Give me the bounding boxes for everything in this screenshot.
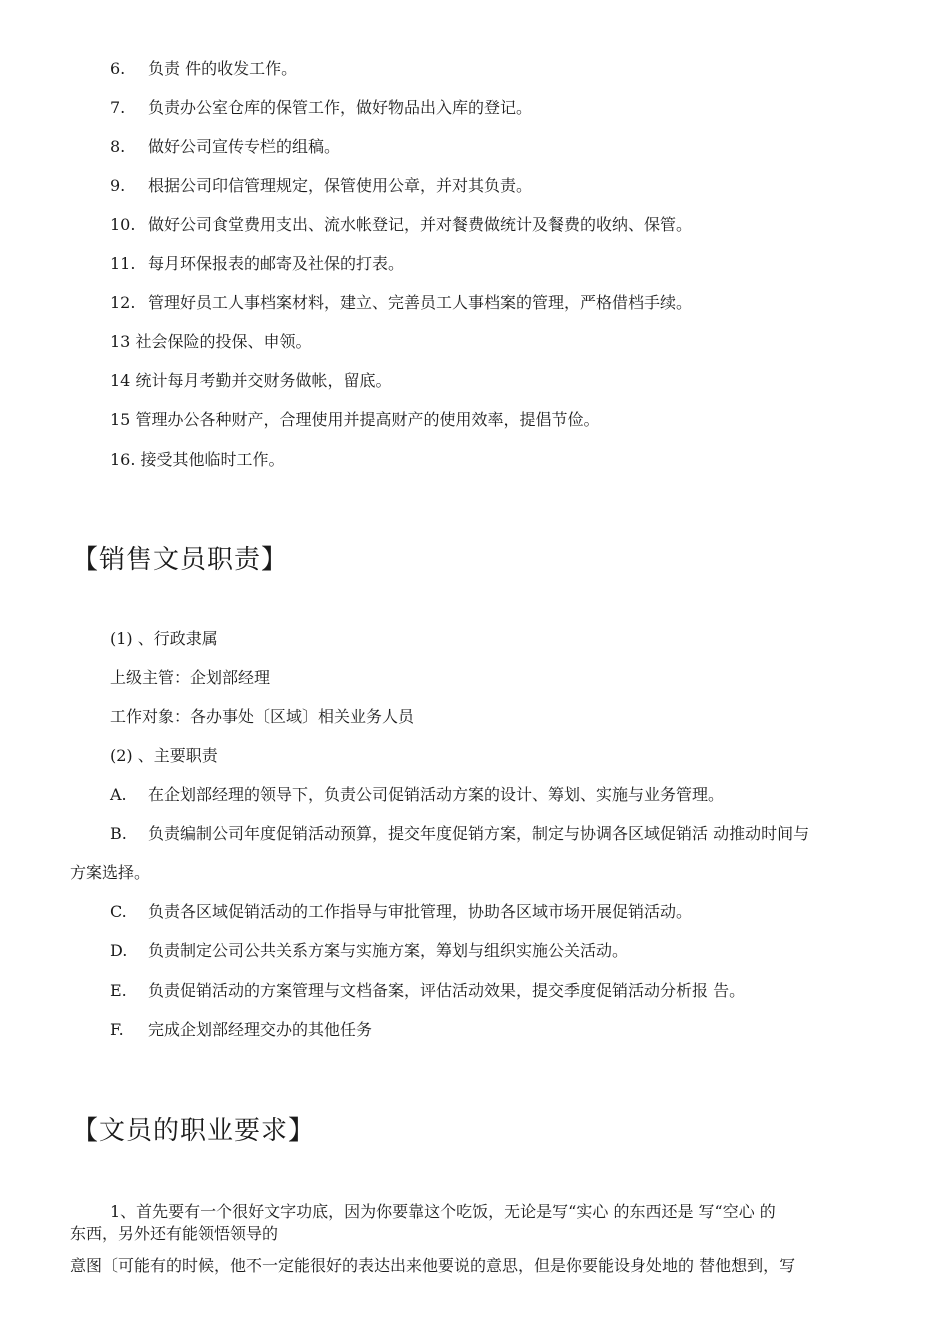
list-item-letter: A. (110, 785, 127, 804)
list-item-number: 9. (110, 176, 126, 195)
list-item-number: 7. (110, 98, 126, 117)
list-item-number: 10. (110, 215, 136, 234)
list-item-text: 负责办公室仓库的保管工作，做好物品出入库的登记。 (148, 98, 533, 117)
list-item-number: 11. (110, 254, 136, 273)
list-item-text: 完成企划部经理交办的其他任务 (148, 1020, 373, 1039)
list-item (110, 137, 340, 157)
list-item-text: 管理好员工人事档案材料，建立、完善员工人事档案的管理，严格借档手续。 (148, 293, 693, 312)
list-item-text: 负责各区域促销活动的工作指导与审批管理，协助各区域市场开展促销活动。 (148, 902, 693, 921)
list-item (110, 59, 297, 79)
list-item (110, 254, 404, 274)
list-item (110, 1020, 372, 1040)
list-item-letter: B. (110, 824, 127, 843)
list-item-text: 每月环保报表的邮寄及社保的打表。 (148, 254, 405, 273)
list-item-letter: C. (110, 902, 127, 921)
list-item-text: 负责促销活动的方案管理与文档备案，评估活动效果，提交季度促销活动分析报 告。 (148, 981, 746, 1000)
list-item: 13 社会保险的投保、申领。 (110, 332, 312, 351)
list-item (110, 941, 628, 961)
list-item-letter: E. (110, 981, 127, 1000)
list-item (110, 785, 724, 805)
section-heading-requirements: 【文员的职业要求】 (72, 1116, 316, 1146)
list-item (110, 293, 692, 313)
list-item-text: 负责编制公司年度促销活动预算，提交年度促销方案，制定与协调各区域促销活 动推动时间与 (148, 824, 810, 843)
list-item-text: 负责 件的收发工作。 (148, 59, 298, 78)
list-item-number: 12. (110, 293, 136, 312)
sub-heading: (2) 、主要职责 (110, 746, 218, 765)
list-item (110, 98, 532, 118)
list-item: 14 统计每月考勤并交财务做帐，留底。 (110, 371, 392, 390)
paragraph-line: 意图〔可能有的时候，他不一定能很好的表达出来他要说的意思，但是你要能设身处地的 替他想到，写 (70, 1256, 796, 1275)
list-item (110, 824, 809, 844)
list-item-text: 在企划部经理的领导下，负责公司促销活动方案的设计、筹划、实施与业务管理。 (148, 785, 725, 804)
section-heading-sales: 【销售文员职责】 (72, 545, 289, 575)
list-item (110, 981, 745, 1001)
paragraph-line: 1、首先要有一个很好文字功底，因为你要靠这个吃饭，无论是写“实心 的东西还是 写“空心 的 (110, 1202, 776, 1221)
list-item: 15 管理办公各种财产，合理使用并提高财产的使用效率，提倡节俭。 (110, 410, 600, 429)
list-item-text: 根据公司印信管理规定，保管使用公章，并对其负责。 (148, 176, 533, 195)
list-item-letter: D. (110, 941, 128, 960)
list-item-text: 负责制定公司公共关系方案与实施方案，筹划与组织实施公关活动。 (148, 941, 629, 960)
work-target-line: 工作对象：各办事处〔区域〕相关业务人员 (110, 707, 415, 726)
list-item-number: 8. (110, 137, 126, 156)
sub-heading: (1) 、行政隶属 (110, 629, 218, 648)
list-item (110, 902, 692, 922)
list-item-number: 6. (110, 59, 126, 78)
list-item-text: 做好公司宣传专栏的组稿。 (148, 137, 341, 156)
list-item (110, 176, 532, 196)
list-item-continuation: 方案选择。 (70, 863, 151, 882)
paragraph-line: 东西，另外还有能领悟领导的 (70, 1224, 279, 1243)
list-item-text: 做好公司食堂费用支出、流水帐登记，并对餐费做统计及餐费的收纳、保管。 (148, 215, 693, 234)
list-item-letter: F. (110, 1020, 124, 1039)
list-item: 16. 接受其他临时工作。 (110, 450, 285, 469)
list-item (110, 215, 692, 235)
supervisor-line: 上级主管：企划部经理 (110, 668, 271, 687)
